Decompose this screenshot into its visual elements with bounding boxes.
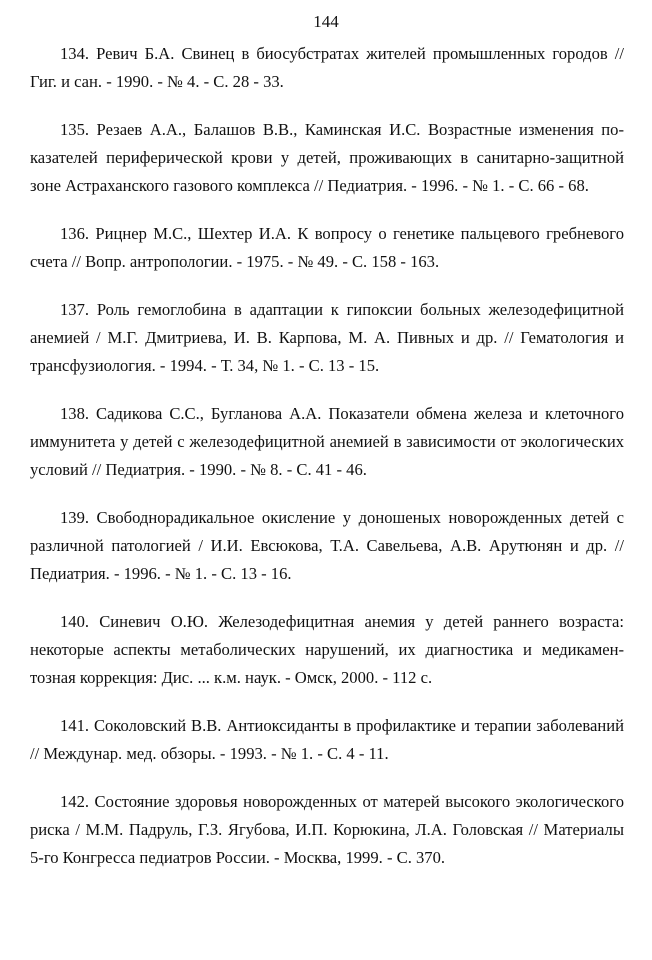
reference-142: 142. Состояние здоровья новорожденных от матерей высокого экологического риска / М.М. Падруль, Г.З. Ягубова, И.П. Корюкина, Л.А. Головская // Материалы 5-го Конгресса педиатров России. - Москва, 1999. - С. 370.: [30, 792, 624, 867]
reference-137: 137. Роль гемоглобина в адаптации к гипоксии больных железодефицитной анемией / М.Г. Дмитриева, И. В. Карпова, М. А. Пивных и др. // Гематология и трансфузиология. - 1994. - Т. 34, № 1. - С. 13 - 15.: [30, 300, 624, 375]
reference-135: 135. Резаев А.А., Балашов В.В., Каминская И.С. Возрастные изменения показателей периферической крови у детей, проживающих в санитарно-защитной зоне Астраханского газового комплекса // Педиатрия. - 1996. - № 1. - С. 66 - 68.: [30, 120, 624, 195]
reference-139: 139. Свободнорадикальное окисление у доношеных новорожденных детей с различной патологией / И.И. Евсюкова, Т.А. Савельева, А.В. Арутюнян и др. // Педиатрия. - 1996. - № 1. - С. 13 - 16.: [30, 508, 624, 583]
reference-134: 134. Ревич Б.А. Свинец в биосубстратах жителей промышленных городов // Гиг. и сан. - 1990. - № 4. - С. 28 - 33.: [30, 44, 624, 91]
reference-141: 141. Соколовский В.В. Антиоксиданты в профилактике и терапии заболеваний // Междунар. мед. обзоры. - 1993. - № 1. - С. 4 - 11.: [30, 716, 624, 763]
reference-list: [30, 40, 624, 892]
reference-140: 140. Синевич О.Ю. Железодефицитная анемия у детей раннего возраста: некоторые аспекты метаболических нарушений, их диагностика и медикаментозная коррекция: Дис. ... к.м. наук. - Омск, 2000. - 112 с.: [30, 612, 624, 687]
reference-138: 138. Садикова С.С., Бугланова А.А. Показатели обмена железа и клеточного иммунитета у детей с железодефицитной анемией в зависимости от экологических условий // Педиатрия. - 1990. - № 8. - С. 41 - 46.: [30, 404, 624, 479]
reference-136: 136. Рицнер М.С., Шехтер И.А. К вопросу о генетике пальцевого гребневого счета // Вопр. антропологии. - 1975. - № 49. - С. 158 - 163.: [30, 224, 624, 271]
page-number: 144: [313, 12, 339, 31]
